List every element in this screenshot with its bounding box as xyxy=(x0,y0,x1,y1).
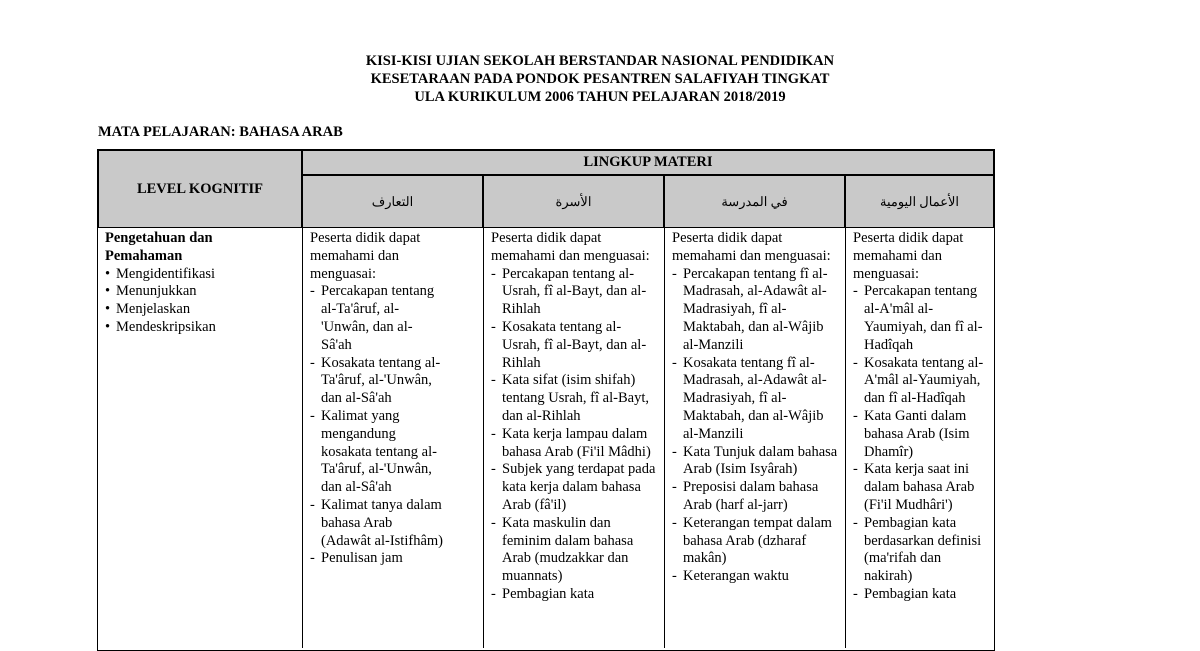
level-list xyxy=(105,266,296,337)
list-item: • Menjelaskan xyxy=(105,301,296,319)
list-item: - Kata sifat (isim shifah) tentang Usrah, fî al-Bayt, dan al-Rihlah xyxy=(491,372,658,425)
title-line-1: KISI-KISI UJIAN SEKOLAH BERSTANDAR NASIONAL PENDIDIKAN xyxy=(365,53,835,69)
col1-intro: Peserta didik dapat memahami dan menguasai: xyxy=(310,230,421,282)
col2-intro: Peserta didik dapat memahami dan menguasai: xyxy=(491,230,650,264)
list-item: - Pembagian kata xyxy=(853,586,988,604)
kisi-kisi-table xyxy=(97,149,995,651)
list-item: - Kosakata tentang al-Ta'âruf, al-'Unwân, dan al-Sâ'ah xyxy=(310,355,443,408)
list-item: - Percakapan tentang al-Usrah, fî al-Bayt, dan al-Rihlah xyxy=(491,266,658,319)
list-item: - Kata Tunjuk dalam bahasa Arab (Isim Isyârah) xyxy=(672,444,839,480)
header-col-amal-yaumiyah: الأعمال اليومية xyxy=(845,175,994,228)
list-item: - Kata maskulin dan feminim dalam bahasa Arab (mudzakkar dan muannats) xyxy=(491,515,658,586)
list-item: - Kosakata tentang al-Usrah, fî al-Bayt, dan al-Rihlah xyxy=(491,319,658,372)
list-item: - Kata kerja saat ini dalam bahasa Arab (Fi'il Mudhâri') xyxy=(853,461,988,514)
col1-list xyxy=(310,283,443,568)
header-col-taaruf: التعارف xyxy=(302,175,483,228)
list-item: - Kalimat tanya dalam bahasa Arab (Adawât al-Istifhâm) xyxy=(310,497,443,550)
list-item: • Mendeskripsikan xyxy=(105,319,296,337)
list-item: - Kata kerja lampau dalam bahasa Arab (Fi'il Mâdhi) xyxy=(491,426,658,462)
list-item: - Pembagian kata xyxy=(491,586,658,604)
subject-label: MATA PELAJARAN: BAHASA ARAB xyxy=(98,124,343,140)
col2-list xyxy=(491,266,658,604)
col4-cell xyxy=(845,228,994,648)
list-item: - Penulisan jam xyxy=(310,550,443,568)
col3-list xyxy=(672,266,839,586)
header-col-madrasah: في المدرسة xyxy=(664,175,845,228)
col3-cell xyxy=(664,228,845,648)
list-item: - Kalimat yang mengandung kosakata tentang al-Ta'âruf, al-'Unwân, dan al-Sâ'ah xyxy=(310,408,443,497)
list-item: - Keterangan tempat dalam bahasa Arab (dzharaf makân) xyxy=(672,515,839,568)
col1-cell xyxy=(302,228,483,648)
title-line-3: ULA KURIKULUM 2006 TAHUN PELAJARAN 2018/2019 xyxy=(414,89,786,105)
title-line-2: KESETARAAN PADA PONDOK PESANTREN SALAFIYAH TINGKAT xyxy=(370,71,830,87)
list-item: - Pembagian kata berdasarkan definisi (ma'rifah dan nakirah) xyxy=(853,515,988,586)
header-level-kognitif: LEVEL KOGNITIF xyxy=(98,150,302,228)
list-item: - Preposisi dalam bahasa Arab (harf al-jarr) xyxy=(672,479,839,515)
list-item: • Menunjukkan xyxy=(105,283,296,301)
list-item: - Kata Ganti dalam bahasa Arab (Isim Dhamîr) xyxy=(853,408,988,461)
list-item: - Keterangan waktu xyxy=(672,568,839,586)
list-item: - Percakapan tentang al-Ta'âruf, al-'Unwân, dan al-Sâ'ah xyxy=(310,283,443,354)
list-item: - Kosakata tentang al-A'mâl al-Yaumiyah, dan fî al-Hadîqah xyxy=(853,355,988,408)
document-title xyxy=(0,52,1200,106)
col4-list xyxy=(853,283,988,603)
list-item: - Percakapan tentang al-A'mâl al-Yaumiyah, dan fî al-Hadîqah xyxy=(853,283,988,354)
list-item: • Mengidentifikasi xyxy=(105,266,296,284)
col4-intro: Peserta didik dapat memahami dan menguasai: xyxy=(853,230,964,282)
level-cell xyxy=(98,228,302,648)
header-col-usrah: الأسرة xyxy=(483,175,664,228)
list-item: - Percakapan tentang fî al-Madrasah, al-Adawât al-Madrasiyah, fî al-Maktabah, dan al-Wâjib al-Manzili xyxy=(672,266,839,355)
col2-cell xyxy=(483,228,664,648)
level-title-1: Pengetahuan dan xyxy=(105,230,213,246)
list-item: - Kosakata tentang fî al-Madrasah, al-Adawât al-Madrasiyah, fî al-Maktabah, dan al-Wâjib al-Manzili xyxy=(672,355,839,444)
col3-intro: Peserta didik dapat memahami dan menguasai: xyxy=(672,230,831,264)
header-lingkup-materi: LINGKUP MATERI xyxy=(302,150,994,175)
list-item: - Subjek yang terdapat pada kata kerja dalam bahasa Arab (fâ'il) xyxy=(491,461,658,514)
level-title-2: Pemahaman xyxy=(105,247,183,264)
